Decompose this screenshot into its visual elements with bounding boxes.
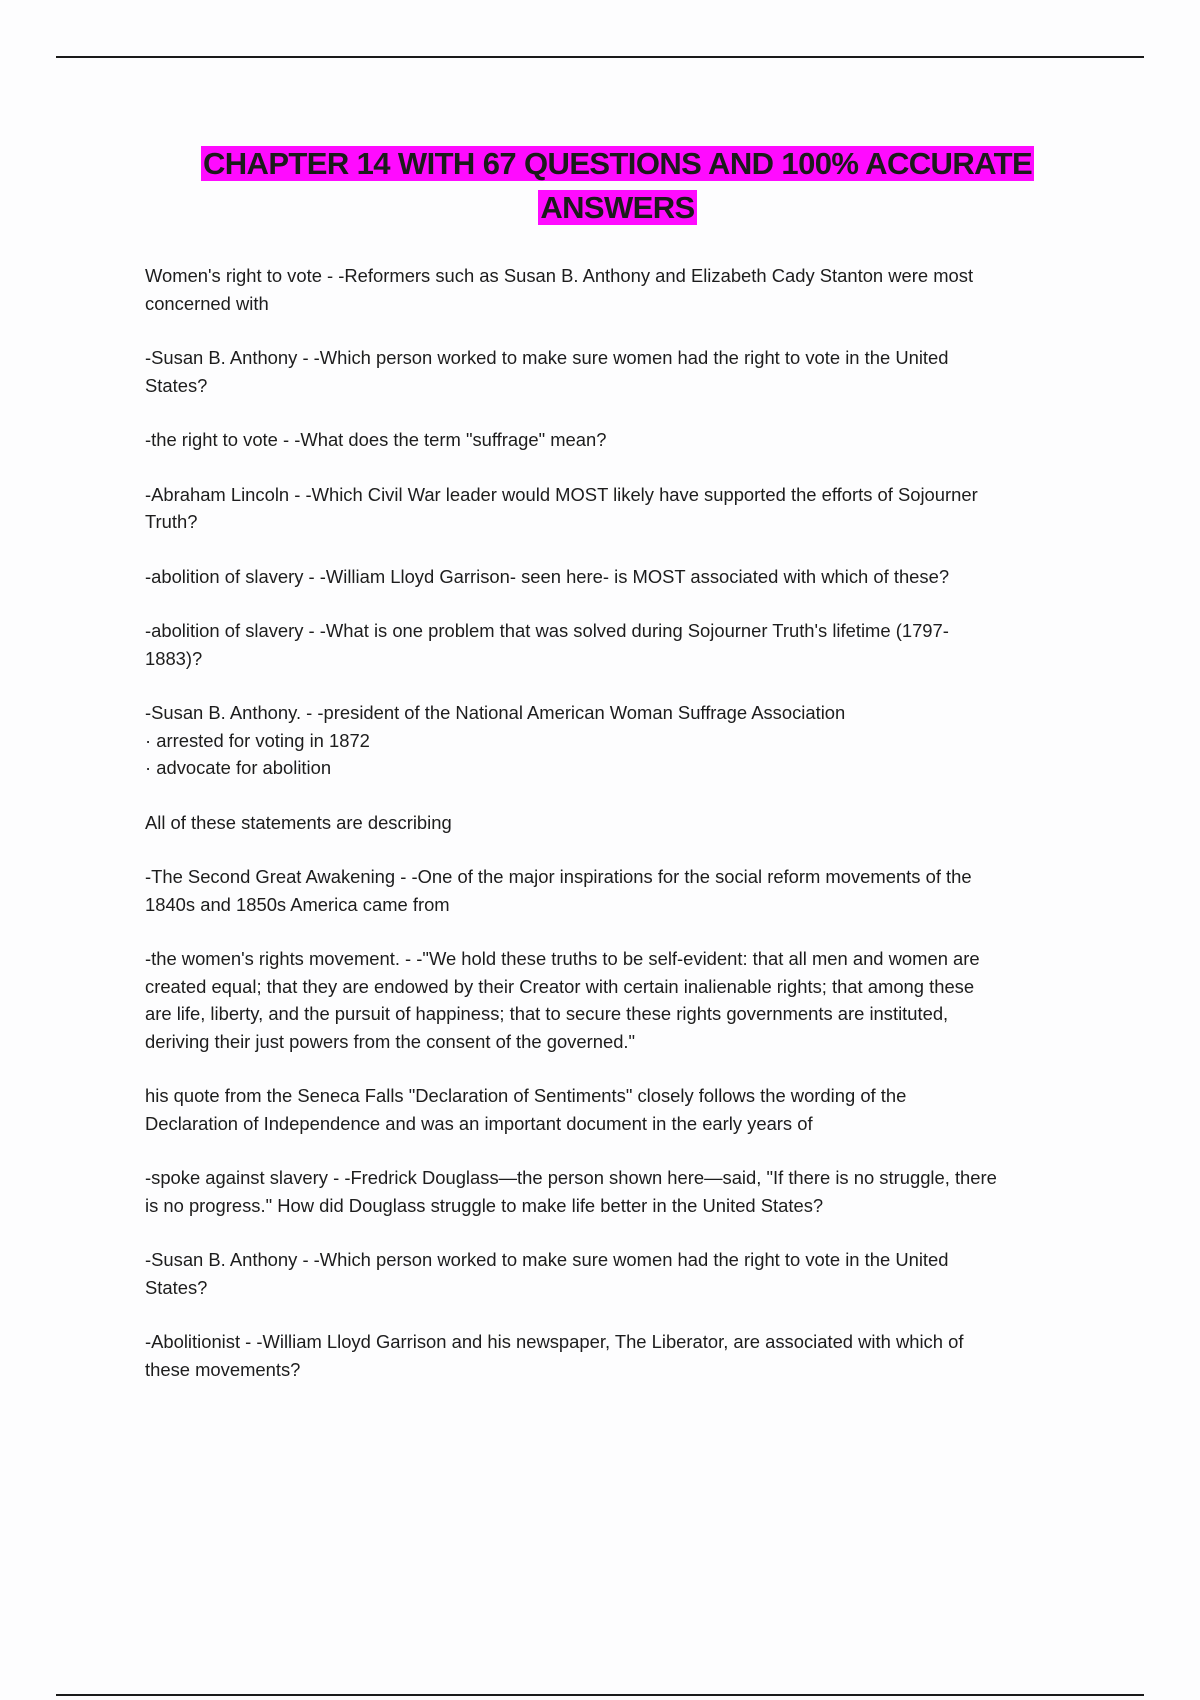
qa-entry [145, 1164, 1090, 1219]
bottom-rule [56, 1694, 1144, 1696]
qa-entry-line: -abolition of slavery - -What is one problem that was solved during Sojourner Truth's lifetime (1797- [145, 620, 949, 641]
qa-entry-line: is no progress." How did Douglass struggle to make life better in the United States? [145, 1194, 824, 1216]
qa-entry [145, 809, 1090, 837]
qa-entry [145, 426, 1090, 454]
qa-entry [145, 481, 1090, 536]
qa-entry [145, 863, 1090, 918]
qa-entry-line: concerned with [145, 292, 269, 314]
qa-entry [145, 699, 1090, 782]
qa-entry-line: States? [145, 374, 208, 396]
qa-entry [145, 344, 1090, 399]
qa-entry-line: States? [145, 1276, 208, 1298]
qa-entry [145, 1328, 1090, 1383]
top-rule [56, 56, 1144, 58]
qa-entry [145, 617, 1090, 672]
qa-entry-line: 1840s and 1850s America came from [145, 893, 450, 915]
title-line-1: CHAPTER 14 WITH 67 QUESTIONS AND 100% ACCURATE [202, 146, 1033, 181]
qa-entry-line: -abolition of slavery - -William Lloyd Garrison- seen here- is MOST associated with which of these? [145, 565, 950, 587]
qa-entry [145, 945, 1090, 1055]
qa-entry-line: these movements? [145, 1358, 301, 1380]
qa-entry [145, 563, 1090, 591]
qa-entry-line: 1883)? [145, 647, 203, 669]
qa-entry-line: Declaration of Independence and was an important document in the early years of [145, 1112, 813, 1134]
qa-entry-line: -Susan B. Anthony - -Which person worked to make sure women had the right to vote in the United [145, 1249, 949, 1270]
qa-entry [145, 1246, 1090, 1301]
qa-entry-line: -the right to vote - -What does the term "suffrage" mean? [145, 429, 607, 450]
qa-entry [145, 262, 1090, 317]
qa-entry-line: his quote from the Seneca Falls "Declaration of Sentiments" closely follows the wording of the [145, 1085, 907, 1106]
qa-entry-line: -spoke against slavery - -Fredrick Douglass—the person shown here—said, "If there is no struggle, there [145, 1167, 997, 1188]
qa-entry-line: -Susan B. Anthony - -Which person worked to make sure women had the right to vote in the United [145, 347, 949, 368]
page-title [145, 142, 1090, 230]
qa-entry-line: -Abraham Lincoln - -Which Civil War leader would MOST likely have supported the efforts of Sojourner [145, 483, 978, 505]
qa-entry [145, 1082, 1090, 1137]
qa-entry-line: are life, liberty, and the pursuit of happiness; that to secure these rights governments are instituted, [145, 1003, 949, 1024]
qa-entry-line: created equal; that they are endowed by their Creator with certain inalienable rights; that among these [145, 975, 975, 997]
qa-entry-line: -the women's rights movement. - -"We hold these truths to be self-evident: that all men and women are [145, 948, 980, 969]
qa-entry-line: All of these statements are describing [145, 811, 452, 833]
qa-entry-line: -The Second Great Awakening - -One of the major inspirations for the social reform movements of the [145, 866, 972, 887]
qa-entry-line: -Abolitionist - -William Lloyd Garrison and his newspaper, The Liberator, are associated with which of [145, 1331, 964, 1352]
qa-list [145, 262, 1090, 1410]
qa-entry-line: Women's right to vote - -Reformers such as Susan B. Anthony and Elizabeth Cady Stanton were most [145, 265, 974, 286]
qa-entry-line: · advocate for abolition [145, 757, 332, 778]
qa-entry-line: -Susan B. Anthony. - -president of the National American Woman Suffrage Association [145, 702, 846, 723]
qa-entry-line: deriving their just powers from the consent of the governed." [145, 1030, 636, 1052]
qa-entry-line: · arrested for voting in 1872 [145, 729, 370, 751]
title-line-2: ANSWERS [540, 190, 695, 225]
qa-entry-line: Truth? [145, 511, 198, 532]
